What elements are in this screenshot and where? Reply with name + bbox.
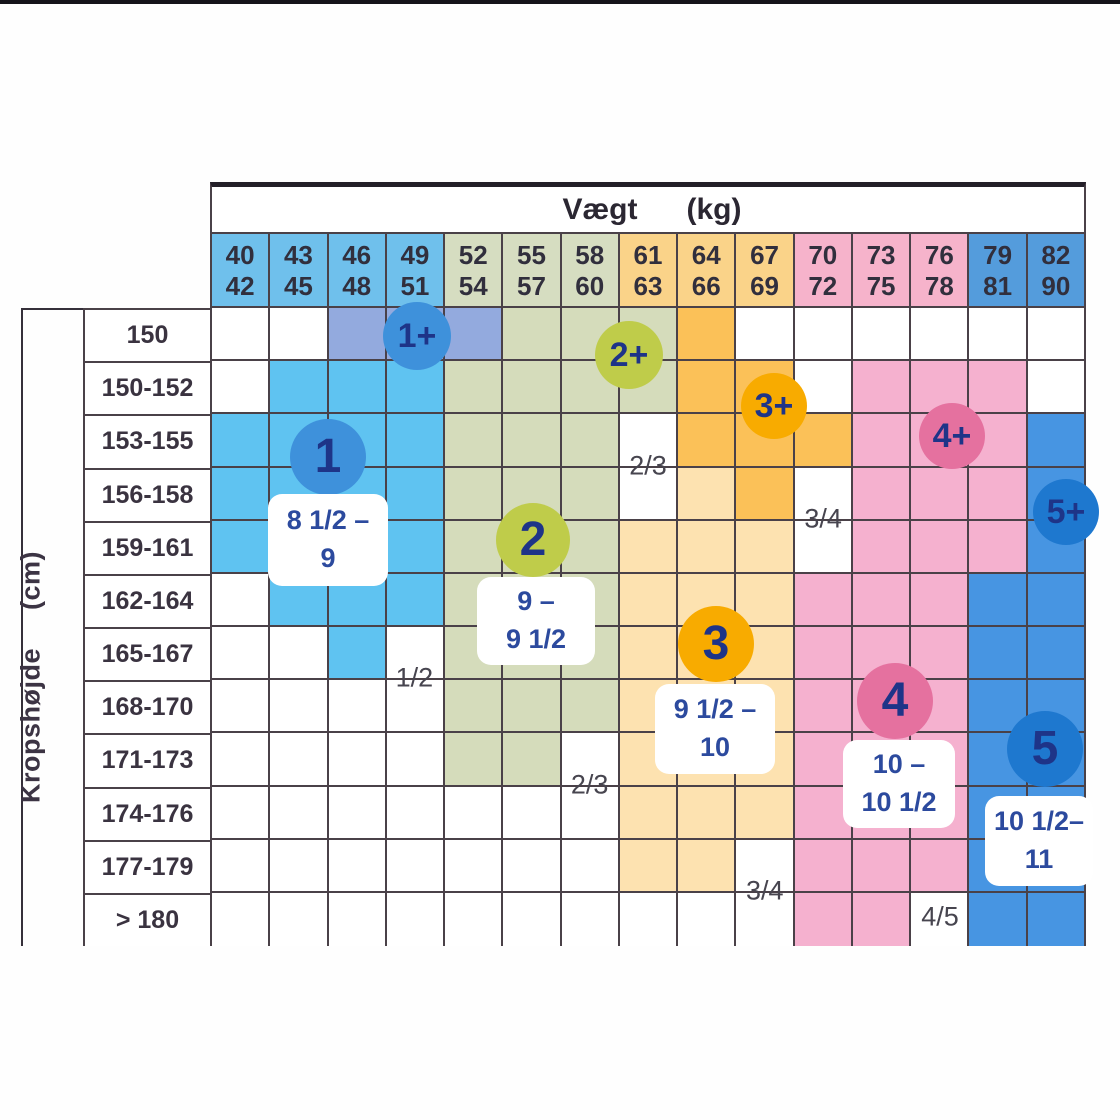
size-range-label — [655, 684, 775, 774]
weight-hi: 43 — [283, 239, 313, 270]
height-row-label: 153-155 — [85, 416, 210, 469]
weight-lo: 75 — [866, 270, 896, 301]
size-badge-4: 4 — [857, 663, 933, 739]
weight-hi: 58 — [575, 239, 605, 270]
size-range-label — [843, 740, 955, 828]
weight-lo: 90 — [1041, 270, 1071, 301]
weight-lo: 66 — [691, 270, 721, 301]
size-range-line2: 9 — [320, 543, 336, 573]
height-row-label: 174-176 — [85, 789, 210, 842]
size-badge-1plus: 1+ — [383, 302, 451, 370]
weight-hi: 76 — [924, 239, 954, 270]
weight-lo: 60 — [575, 270, 605, 301]
weight-lo: 57 — [517, 270, 546, 301]
boundary-fraction-note: 1/2 — [395, 662, 434, 693]
size-badge-3plus: 3+ — [741, 373, 807, 439]
weight-hi: 61 — [633, 239, 663, 270]
weight-hi: 55 — [517, 239, 546, 270]
weight-hi: 73 — [866, 239, 896, 270]
height-row-label: 171-173 — [85, 735, 210, 788]
weight-lo: 54 — [458, 270, 488, 301]
size-badge-5: 5 — [1007, 711, 1083, 787]
size-range-line2: 9 1/2 — [505, 624, 567, 654]
size-range-line2: 11 — [1024, 844, 1054, 874]
weight-lo: 51 — [400, 270, 430, 301]
weight-hi: 52 — [458, 239, 488, 270]
boundary-fraction-note: 4/5 — [921, 901, 959, 932]
weight-hi: 67 — [750, 239, 779, 270]
height-row-label: 162-164 — [85, 576, 210, 629]
height-row-label: 150 — [85, 310, 210, 363]
size-range-line1: 9 – — [517, 586, 555, 617]
size-range-line1: 10 1/2– — [993, 806, 1085, 837]
weight-hi: 49 — [400, 239, 430, 270]
weight-lo: 78 — [924, 270, 954, 301]
size-badge-2plus: 2+ — [595, 321, 663, 389]
size-range-line1: 9 1/2 – — [673, 694, 757, 725]
weight-lo: 63 — [633, 270, 663, 301]
height-row-label: 156-158 — [85, 470, 210, 523]
weight-unit: (kg) — [686, 192, 742, 226]
boundary-fraction-note: 3/4 — [746, 875, 784, 906]
size-range-line1: 8 1/2 – — [286, 505, 370, 536]
weight-hi: 70 — [808, 239, 838, 270]
height-axis-title: Kropshøjde — [15, 648, 46, 804]
size-range-label — [477, 577, 595, 665]
boundary-fraction-note: 2/3 — [570, 769, 609, 799]
weight-lo: 45 — [283, 270, 313, 301]
height-row-label: 159-161 — [85, 523, 210, 576]
weight-hi: 46 — [342, 239, 372, 270]
weight-hi: 79 — [983, 239, 1013, 270]
weight-hi: 82 — [1041, 239, 1071, 270]
size-range-label — [985, 796, 1093, 886]
size-badge-2: 2 — [496, 503, 570, 577]
height-row-label: 177-179 — [85, 842, 210, 895]
boundary-fraction-note: 2/3 — [629, 450, 667, 480]
height-row-label: 165-167 — [85, 629, 210, 682]
size-badge-5plus: 5+ — [1033, 479, 1099, 545]
weight-lo: 72 — [808, 270, 838, 301]
weight-lo: 42 — [225, 270, 255, 301]
weight-hi: 40 — [225, 239, 255, 270]
size-range-label — [268, 494, 388, 586]
size-badge-3: 3 — [678, 606, 754, 682]
weight-lo: 48 — [342, 270, 372, 301]
height-row-label: > 180 — [85, 895, 210, 946]
weight-hi: 64 — [691, 239, 721, 270]
boundary-fraction-note: 3/4 — [804, 503, 842, 534]
size-badge-4plus: 4+ — [919, 403, 985, 469]
size-range-line2: 10 1/2 — [861, 787, 937, 817]
height-axis-unit: (cm) — [15, 550, 46, 610]
height-row-label: 150-152 — [85, 363, 210, 416]
size-range-line2: 10 — [699, 732, 731, 762]
size-range-line1: 10 – — [872, 749, 926, 780]
height-row-label: 168-170 — [85, 682, 210, 735]
weight-lo: 81 — [983, 270, 1013, 301]
weight-lo: 69 — [750, 270, 779, 301]
weight-title: Vægt — [562, 192, 638, 226]
size-badge-1: 1 — [290, 419, 366, 495]
